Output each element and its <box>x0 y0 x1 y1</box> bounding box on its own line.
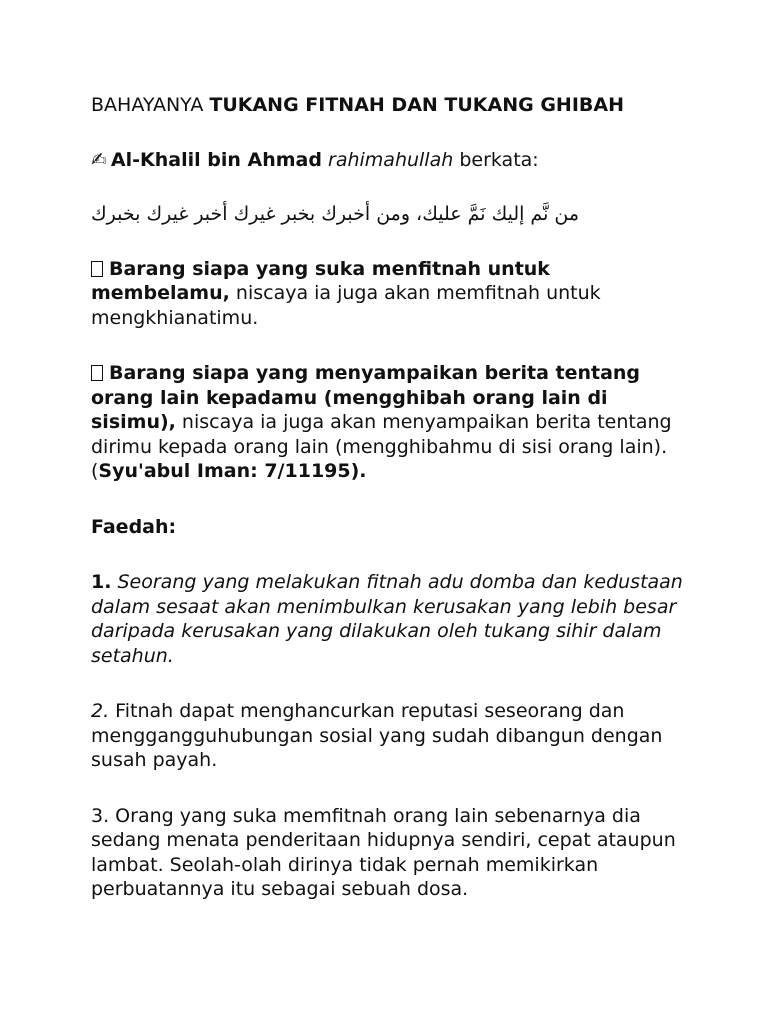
point-2 <box>91 361 691 484</box>
point-1 <box>91 257 691 331</box>
title-normal: BAHAYANYA <box>91 94 210 116</box>
quote-intro <box>91 148 691 173</box>
faedah-heading <box>91 515 691 540</box>
point-2-rest: niscaya ia juga akan menyampaikan berita tentang dirimu kepada orang lain (mengghibahmu di sisi orang lain). ( <box>91 411 672 482</box>
placeholder-box-icon <box>91 365 103 381</box>
document-page <box>91 93 691 933</box>
point-2-bold: Barang siapa yang menyampaikan berita tentang orang lain kepadamu (mengghibah orang lain di sisimu), <box>91 362 641 433</box>
item-1-text: Seorang yang melakukan fitnah adu domba dan kedustaan dalam sesaat akan menimbulkan kerusakan yang lebih besar daripada kerusakan yang dilakukan oleh tukang sihir dalam setahun. <box>91 571 683 667</box>
item-1-number: 1. <box>91 571 112 593</box>
faedah-item-1 <box>91 570 691 668</box>
placeholder-box-icon <box>91 261 103 277</box>
quote-author: Al-Khalil bin Ahmad <box>110 148 322 171</box>
quote-verb: berkata: <box>453 148 539 171</box>
quote-honorific: rahimahullah <box>328 148 454 171</box>
item-3-text: Orang yang suka memfitnah orang lain sebenarnya dia sedang menata penderitaan hidupnya sendiri, cepat ataupun lambat. Seolah-olah dirinya tidak pernah memikirkan perbuatannya itu sebagai sebuah dosa. <box>91 804 676 900</box>
arabic-quote: من نَّم إليك نَمَّ عليك، ومن أخبرك بخبر غيرك أخبر غيرك بخبرك <box>91 203 580 225</box>
item-2-number: 2. <box>91 700 110 722</box>
point-1-bold: Barang siapa yang suka menfitnah untuk membelamu, <box>91 257 550 304</box>
document-title <box>91 93 691 118</box>
title-bold: TUKANG FITNAH DAN TUKANG GHIBAH <box>209 94 624 116</box>
item-3-number: 3. <box>91 804 110 827</box>
point-2-source: Syu'abul Iman: 7/11195). <box>98 460 367 482</box>
item-2-text: Fitnah dapat menghancurkan reputasi seseorang dan menggangguhubungan sosial yang sudah dibangun dengan susah payah. <box>91 700 663 771</box>
faedah-heading-text: Faedah: <box>91 515 177 538</box>
faedah-item-3 <box>91 804 691 902</box>
writing-hand-icon: ✍ <box>91 148 107 171</box>
point-1-rest: niscaya ia juga akan memfitnah untuk mengkhianatimu. <box>91 282 601 329</box>
faedah-item-2 <box>91 699 691 773</box>
